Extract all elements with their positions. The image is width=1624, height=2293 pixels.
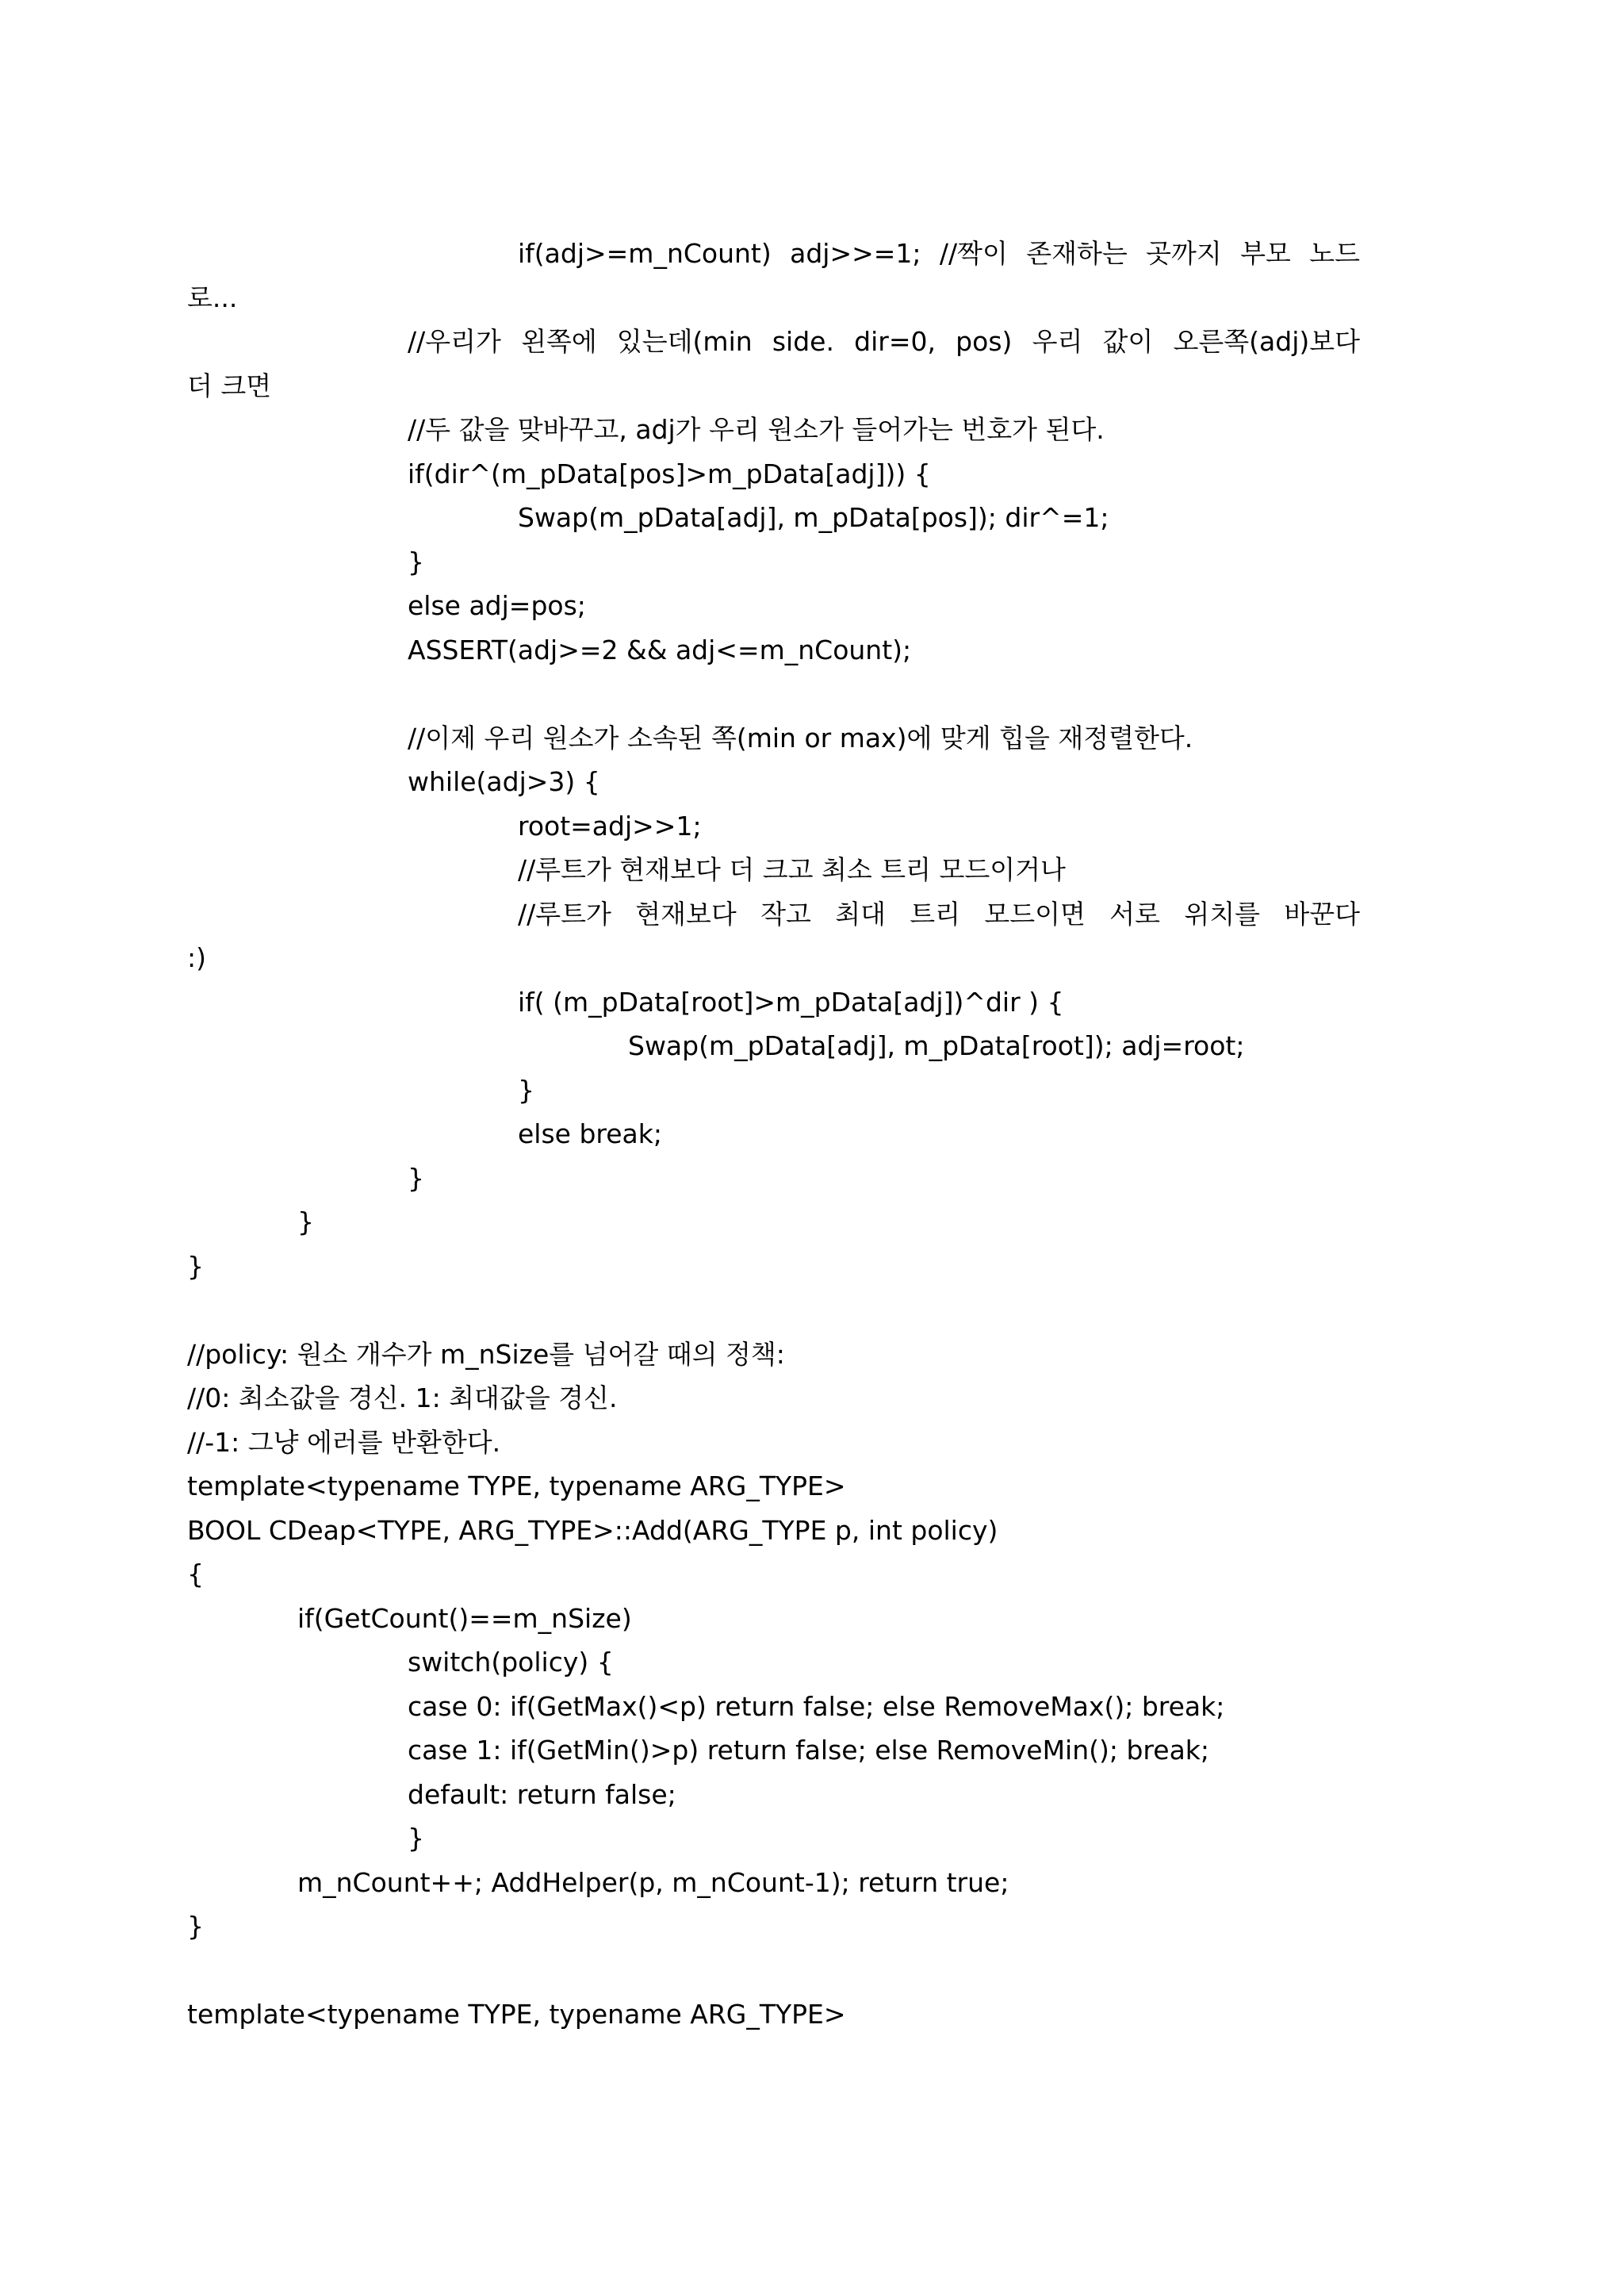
code-line: else break; xyxy=(518,1118,662,1149)
code-line: //두 값을 맞바꾸고, adj가 우리 원소가 들어가는 번호가 된다. xyxy=(408,414,1105,445)
code-line: switch(policy) { xyxy=(408,1647,614,1678)
code-line: if(GetCount()==m_nSize) xyxy=(297,1603,632,1634)
code-line: root=adj>>1; xyxy=(518,811,702,842)
code-line: else adj=pos; xyxy=(408,590,586,621)
code-line: if(adj>=m_nCount) adj>>=1; //짝이 존재하는 곳까지 부모 노드 xyxy=(518,238,1360,269)
code-line: } xyxy=(187,1911,204,1942)
code-line: } xyxy=(518,1075,534,1106)
code-line: //루트가 현재보다 더 크고 최소 트리 모드이거나 xyxy=(518,854,1066,885)
code-line: while(adj>3) { xyxy=(408,766,600,797)
code-line: } xyxy=(408,1823,424,1854)
code-line: case 0: if(GetMax()<p) return false; else RemoveMax(); break; xyxy=(408,1691,1225,1722)
code-line: Swap(m_pData[adj], m_pData[pos]); dir^=1; xyxy=(518,502,1109,533)
code-line: template<typename TYPE, typename ARG_TYPE> xyxy=(187,1999,846,2030)
code-line: //0: 최소값을 경신. 1: 최대값을 경신. xyxy=(187,1382,618,1413)
code-line: :) xyxy=(187,942,206,973)
code-line: } xyxy=(297,1206,314,1237)
code-line: } xyxy=(408,1163,424,1194)
code-line: //policy: 원소 개수가 m_nSize를 넘어갈 때의 정책: xyxy=(187,1339,785,1370)
code-line: //이제 우리 원소가 소속된 쪽(min or max)에 맞게 힙을 재정렬한다. xyxy=(408,723,1193,753)
code-line: //-1: 그냥 에러를 반환한다. xyxy=(187,1427,501,1458)
code-line: } xyxy=(187,1251,204,1282)
code-line: } xyxy=(408,546,424,577)
code-line: m_nCount++; AddHelper(p, m_nCount-1); return true; xyxy=(297,1867,1009,1898)
code-line: BOOL CDeap<TYPE, ARG_TYPE>::Add(ARG_TYPE p, int policy) xyxy=(187,1515,998,1546)
code-line: ASSERT(adj>=2 && adj<=m_nCount); xyxy=(408,635,912,665)
code-line: case 1: if(GetMin()>p) return false; else RemoveMin(); break; xyxy=(408,1735,1210,1766)
code-line: //우리가 왼쪽에 있는데(min side. dir=0, pos) 우리 값이 오른쪽(adj)보다 xyxy=(408,326,1360,357)
code-line: 더 크면 xyxy=(187,370,272,401)
code-line: default: return false; xyxy=(408,1779,676,1810)
code-line: if( (m_pData[root]>m_pData[adj])^dir ) { xyxy=(518,987,1064,1018)
code-line: 로... xyxy=(187,282,238,313)
code-line: { xyxy=(187,1559,204,1589)
code-line: //루트가 현재보다 작고 최대 트리 모드이면 서로 위치를 바꾼다 xyxy=(518,899,1360,930)
code-line: Swap(m_pData[adj], m_pData[root]); adj=root; xyxy=(628,1030,1245,1061)
code-line: template<typename TYPE, typename ARG_TYPE> xyxy=(187,1471,846,1501)
code-line: if(dir^(m_pData[pos]>m_pData[adj])) { xyxy=(408,458,931,489)
